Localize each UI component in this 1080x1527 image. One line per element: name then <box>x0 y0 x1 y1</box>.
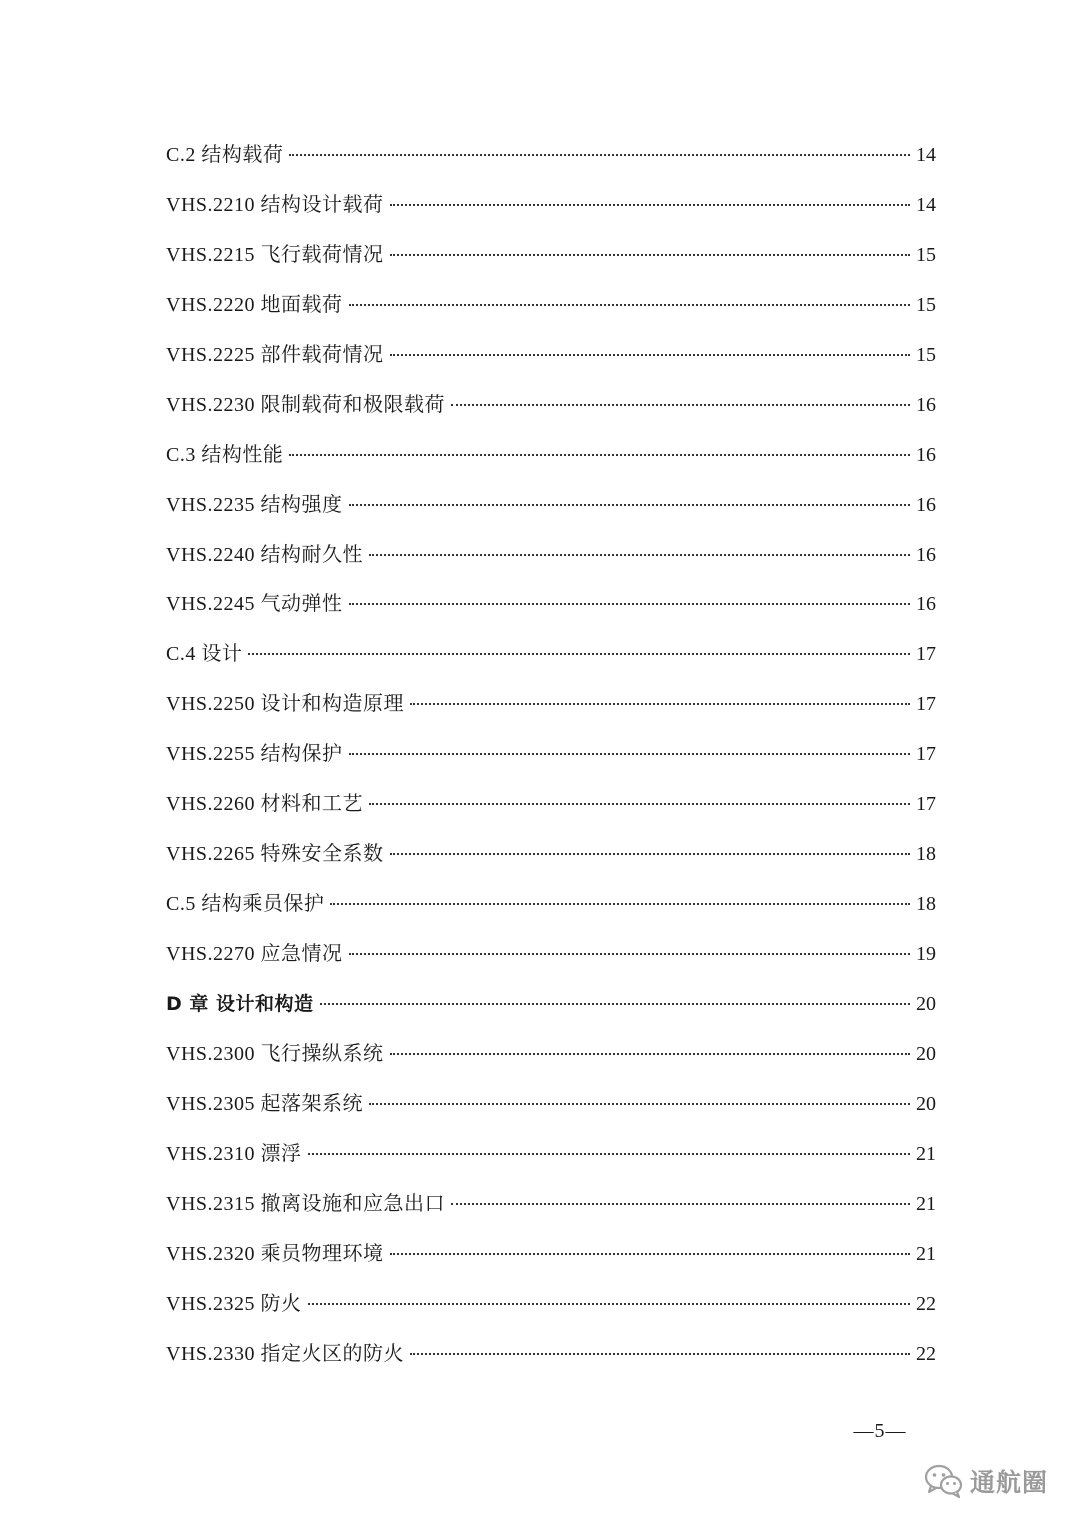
toc-entry-title: VHS.2240 结构耐久性 <box>166 543 364 566</box>
dot-leader <box>369 1102 910 1105</box>
toc-entry-page: 22 <box>916 1292 936 1315</box>
toc-entry <box>166 381 936 431</box>
toc-entry-title: VHS.2270 应急情况 <box>166 943 343 965</box>
toc-entry-page: 14 <box>916 144 936 166</box>
toc-entry-title: D 章 设计和构造 <box>166 992 314 1015</box>
toc-entry <box>166 1280 936 1330</box>
toc-entry <box>166 980 936 1030</box>
dot-leader <box>349 503 910 506</box>
toc-entry-page: 17 <box>916 743 936 766</box>
toc-entry <box>166 481 936 531</box>
toc-entry-title: VHS.2305 起落架系统 <box>166 1092 364 1115</box>
toc-entry <box>166 930 936 980</box>
dot-leader <box>289 153 910 156</box>
toc-entry-title: VHS.2255 结构保护 <box>166 743 343 766</box>
toc-entry-title: VHS.2220 地面载荷 <box>166 293 343 316</box>
toc-entry-page: 17 <box>916 693 936 716</box>
dot-leader <box>390 852 910 855</box>
dot-leader <box>390 1252 910 1255</box>
toc-entry <box>166 1330 936 1380</box>
toc-entry-page: 16 <box>916 393 936 416</box>
toc-entry-page: 18 <box>916 893 936 916</box>
dot-leader <box>390 203 910 206</box>
toc-entry-title: VHS.2320 乘员物理环境 <box>166 1242 384 1265</box>
table-of-contents <box>166 131 936 1379</box>
toc-entry <box>166 1080 936 1130</box>
toc-entry <box>166 830 936 880</box>
toc-entry-page: 16 <box>916 543 936 566</box>
toc-entry-title: VHS.2330 指定火区的防火 <box>166 1342 405 1365</box>
toc-entry <box>166 531 936 581</box>
toc-entry-title: VHS.2265 特殊安全系数 <box>166 843 384 866</box>
dot-leader <box>451 1202 910 1205</box>
toc-entry-title: VHS.2225 部件载荷情况 <box>166 343 384 366</box>
toc-entry-page: 21 <box>916 1242 936 1265</box>
toc-entry <box>166 1130 936 1180</box>
toc-entry-page: 21 <box>916 1142 936 1165</box>
toc-entry-title: VHS.2260 材料和工艺 <box>166 793 364 816</box>
toc-entry-page: 20 <box>916 1042 936 1065</box>
dot-leader <box>330 902 910 905</box>
toc-entry <box>166 1030 936 1080</box>
toc-entry <box>166 580 936 630</box>
toc-entry <box>166 131 936 181</box>
toc-entry <box>166 730 936 780</box>
dot-leader <box>308 1152 910 1155</box>
dot-leader <box>349 602 910 605</box>
toc-entry <box>166 880 936 930</box>
toc-entry <box>166 780 936 830</box>
wechat-icon <box>924 1463 964 1499</box>
toc-entry-title: C.4 设计 <box>166 643 243 666</box>
dot-leader <box>349 752 910 755</box>
toc-entry-page: 20 <box>916 1092 936 1115</box>
toc-entry-title: VHS.2315 撤离设施和应急出口 <box>166 1192 446 1215</box>
page-number: —5— <box>853 1420 907 1442</box>
dot-leader <box>289 453 910 456</box>
toc-entry-title: VHS.2215 飞行载荷情况 <box>166 243 384 266</box>
toc-entry <box>166 1180 936 1230</box>
toc-entry <box>166 331 936 381</box>
toc-entry-title: VHS.2230 限制载荷和极限载荷 <box>166 393 446 416</box>
toc-entry-page: 16 <box>916 493 936 516</box>
watermark-text: 通航圈 <box>970 1468 1049 1497</box>
toc-entry-page: 16 <box>916 593 936 616</box>
dot-leader <box>390 253 910 256</box>
toc-entry <box>166 231 936 281</box>
toc-entry-title: VHS.2325 防火 <box>166 1292 302 1315</box>
toc-entry-page: 15 <box>916 293 936 316</box>
dot-leader <box>349 952 910 955</box>
dot-leader <box>308 1302 910 1305</box>
dot-leader <box>390 353 910 356</box>
toc-entry <box>166 680 936 730</box>
watermark <box>924 1458 1048 1504</box>
toc-entry <box>166 181 936 231</box>
toc-entry-page: 19 <box>916 943 936 965</box>
dot-leader <box>410 1352 910 1355</box>
toc-entry-page: 14 <box>916 193 936 216</box>
toc-entry-page: 15 <box>916 343 936 366</box>
toc-entry-title: VHS.2310 漂浮 <box>166 1142 302 1165</box>
toc-entry-title: C.2 结构载荷 <box>166 144 284 166</box>
dot-leader <box>451 403 910 406</box>
dot-leader <box>410 702 910 705</box>
toc-entry-title: VHS.2235 结构强度 <box>166 493 343 516</box>
toc-entry-title: VHS.2300 飞行操纵系统 <box>166 1042 384 1065</box>
toc-entry <box>166 1230 936 1280</box>
toc-entry-page: 17 <box>916 793 936 816</box>
toc-entry-title: VHS.2245 气动弹性 <box>166 593 343 616</box>
toc-entry-page: 21 <box>916 1192 936 1215</box>
toc-entry-page: 22 <box>916 1342 936 1365</box>
dot-leader <box>349 303 910 306</box>
dot-leader <box>248 652 910 655</box>
dot-leader <box>320 1002 910 1005</box>
toc-entry-title: C.5 结构乘员保护 <box>166 893 325 916</box>
dot-leader <box>369 802 910 805</box>
dot-leader <box>369 553 910 556</box>
toc-entry <box>166 431 936 481</box>
dot-leader <box>390 1052 910 1055</box>
toc-entry-page: 17 <box>916 643 936 666</box>
toc-entry-page: 20 <box>916 992 936 1015</box>
toc-entry-page: 16 <box>916 443 936 466</box>
toc-entry-page: 18 <box>916 843 936 866</box>
toc-entry-title: VHS.2250 设计和构造原理 <box>166 693 405 716</box>
toc-entry <box>166 281 936 331</box>
toc-entry <box>166 630 936 680</box>
toc-entry-title: VHS.2210 结构设计载荷 <box>166 193 384 216</box>
toc-entry-page: 15 <box>916 243 936 266</box>
toc-entry-title: C.3 结构性能 <box>166 443 284 466</box>
